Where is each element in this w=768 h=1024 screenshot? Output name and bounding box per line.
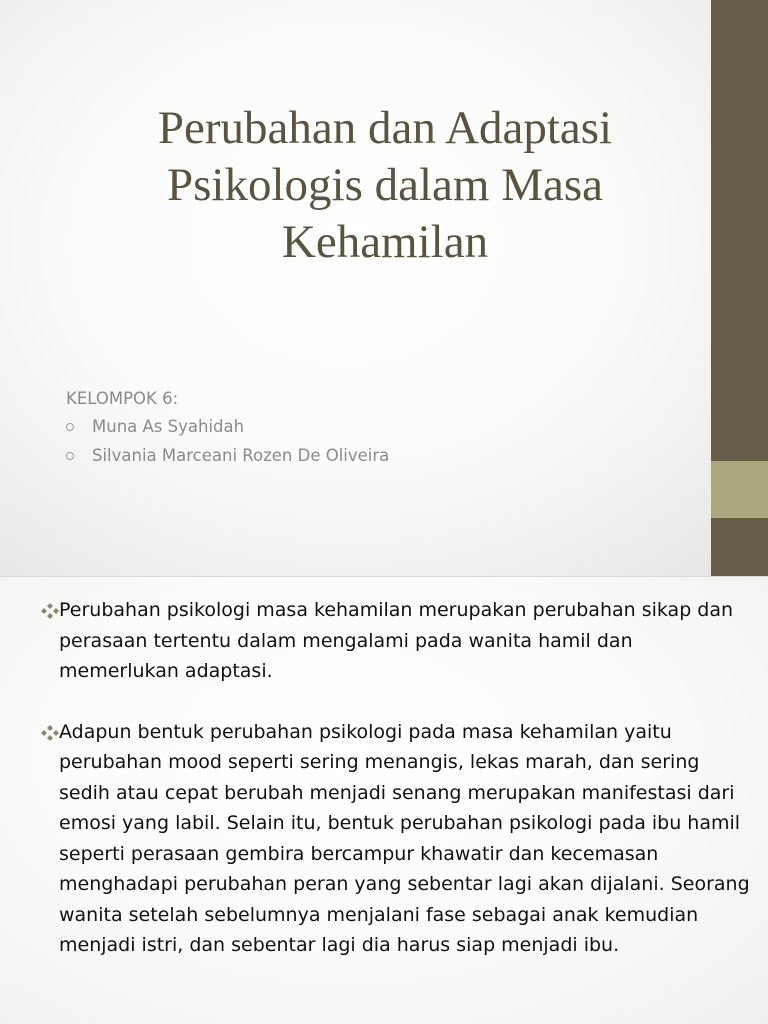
group-info [66,386,686,470]
paragraph-text: Perubahan psikologi masa kehamilan merupakan perubahan sikap dan perasaan tertentu dalam mengalami pada wanita hamil dan memerlukan adaptasi. [59,599,734,682]
member-list [66,412,686,470]
member-name: Silvania Marceani Rozen De Oliveira [92,446,390,465]
circle-bullet-icon [66,423,74,431]
group-label: KELOMPOK 6: [66,389,179,408]
content-slide [0,577,768,1024]
accent-bar-top [711,0,768,461]
four-diamond-bullet-icon [41,603,59,619]
accent-bar-middle [711,461,768,518]
accent-bar-bottom [711,518,768,576]
body-paragraph [41,595,753,687]
four-diamond-bullet-icon [41,725,59,741]
member-item [66,412,686,441]
title-line: Perubahan dan Adaptasi [157,102,613,154]
member-name: Muna As Syahidah [92,417,245,436]
member-item [66,441,686,470]
slide-title [60,100,710,271]
slide-body [41,595,753,991]
body-paragraph [41,717,753,961]
title-line: Kehamilan [281,216,489,268]
circle-bullet-icon [66,452,74,460]
title-line: Psikologis dalam Masa [166,159,604,211]
paragraph-text: Adapun bentuk perubahan psikologi pada masa kehamilan yaitu perubahan mood seperti sering menangis, lekas marah, dan sering sedih atau cepat berubah menjadi senang merupakan manifestasi dari emosi yang labil. Selain itu, bentuk perubahan psikologi pada ibu hamil seperti perasaan gembira bercampur khawatir dan kecemasan menghadapi perubahan peran yang sebentar lagi akan dijalani. Seorang wanita setelah sebelumnya menjalani fase sebagai anak kemudian menjadi istri, dan sebentar lagi dia harus siap menjadi ibu. [59,720,750,956]
